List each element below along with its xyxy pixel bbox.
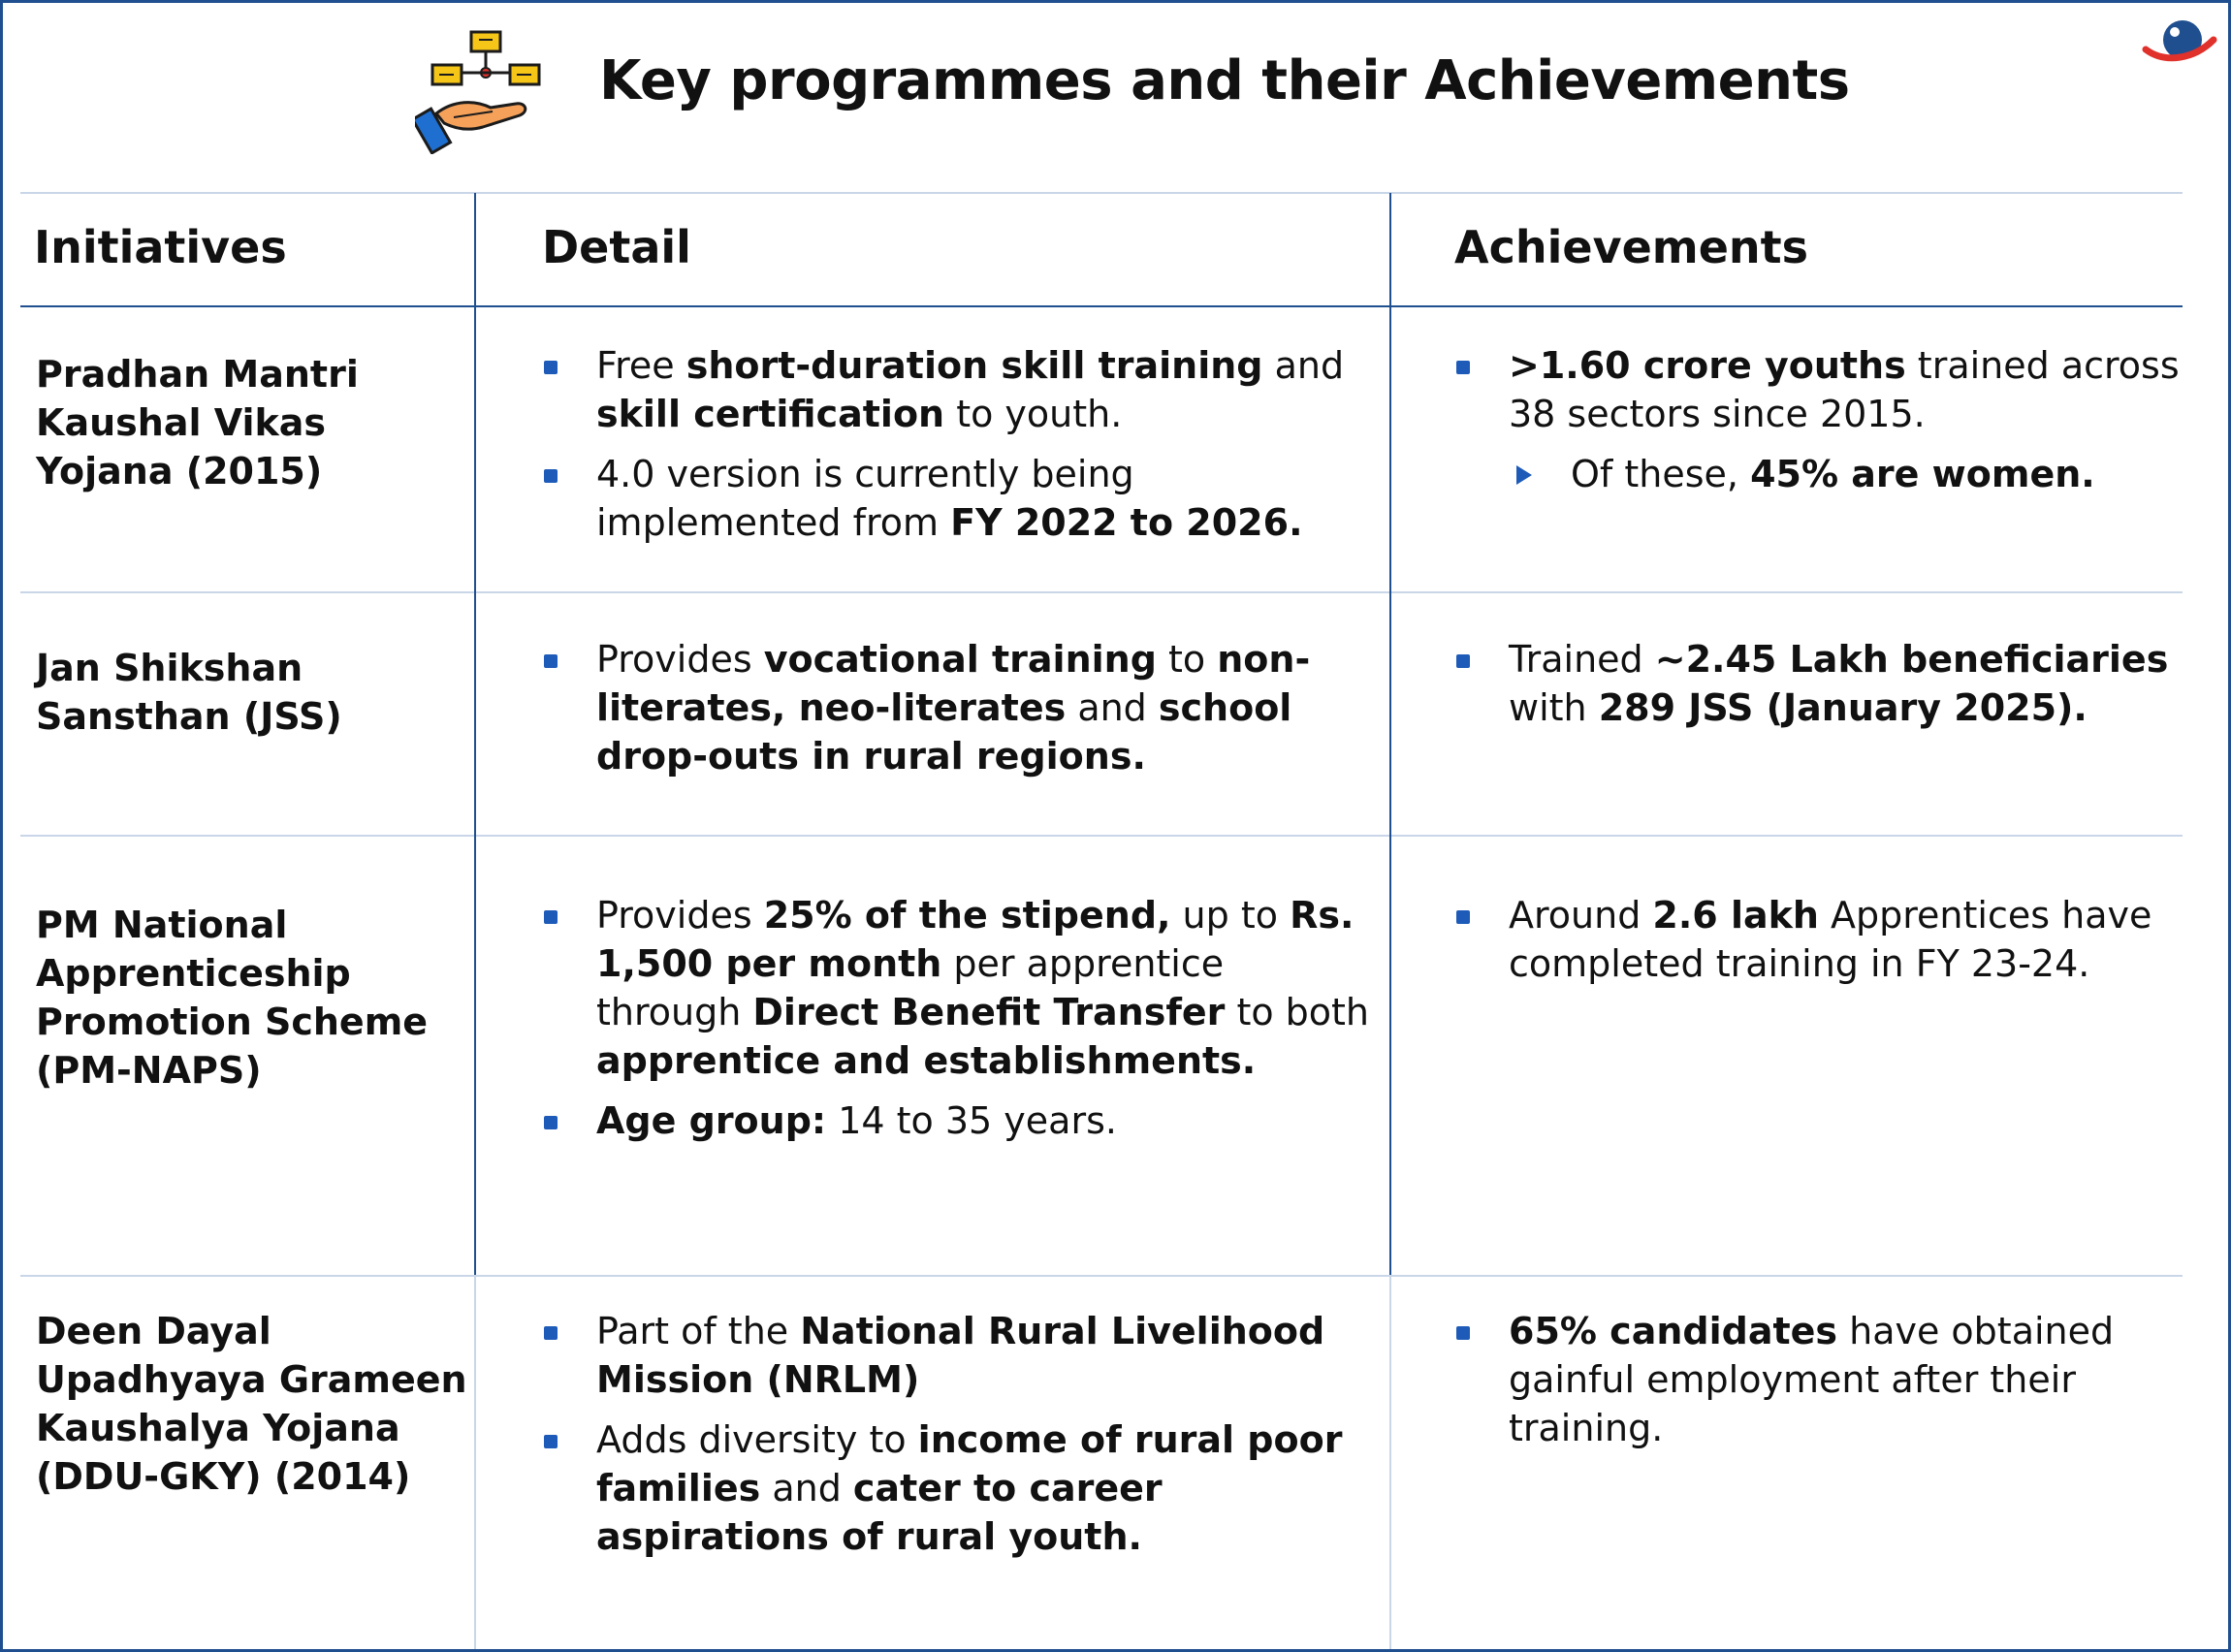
column-divider (1389, 1275, 1391, 1652)
detail-cell (542, 635, 1376, 792)
achievements-cell (1454, 341, 2191, 510)
bullet-item: Provides 25% of the stipend, up to Rs. 1,500 per month per apprentice through Direct Benefit Transfer to both apprentice and establishments. (542, 891, 1376, 1085)
globe-logo-icon (2136, 11, 2218, 79)
bullet-item: Adds diversity to income of rural poor families and cater to career aspirations of rural youth. (542, 1415, 1376, 1561)
hand-holding-flowchart-icon (415, 28, 551, 154)
column-divider (474, 1275, 476, 1652)
bullet-item: Free short-duration skill training and skill certification to youth. (542, 341, 1376, 438)
detail-cell (542, 341, 1376, 558)
achievements-cell (1454, 635, 2191, 744)
page-title: Key programmes and their Achievements (599, 49, 1850, 112)
initiative-pmkvy: Pradhan Mantri Kaushal Vikas Yojana (2015) (36, 353, 359, 492)
sub-bullet-item: Of these, 45% are women. (1454, 450, 2191, 498)
column-header-initiatives: Initiatives (34, 221, 287, 273)
column-divider (1389, 193, 1391, 1275)
detail-cell (542, 1307, 1376, 1573)
initiative-pm-naps: PM National Apprenticeship Promotion Scheme (PM-NAPS) (36, 904, 429, 1092)
bullet-item: >1.60 crore youths trained across 38 sectors since 2015. (1454, 341, 2191, 438)
bullet-list (1454, 1307, 2191, 1452)
row-divider (20, 835, 2183, 837)
bullet-item: Part of the National Rural Livelihood Mission (NRLM) (542, 1307, 1376, 1404)
initiative-ddu-gky: Deen Dayal Upadhyaya Grameen Kaushalya Yojana (DDU-GKY) (2014) (36, 1310, 467, 1498)
table-top-rule (20, 192, 2183, 194)
achievements-cell (1454, 1307, 2191, 1464)
row-divider (20, 1275, 2183, 1277)
bullet-item: Age group: 14 to 35 years. (542, 1096, 1376, 1145)
bullet-list (542, 1307, 1376, 1561)
bullet-item: Provides vocational training to non-literates, neo-literates and school drop-outs in rural regions. (542, 635, 1376, 780)
achievements-cell (1454, 891, 2191, 1000)
bullet-list (1454, 891, 2191, 988)
bullet-item: Trained ~2.45 Lakh beneficiaries with 289 JSS (January 2025). (1454, 635, 2191, 732)
bullet-list (542, 635, 1376, 780)
header-rule (20, 305, 2183, 307)
bullet-list (1454, 635, 2191, 732)
bullet-list (542, 341, 1376, 547)
bullet-list (1454, 341, 2191, 498)
bullet-item: Around 2.6 lakh Apprentices have completed training in FY 23-24. (1454, 891, 2191, 988)
column-divider (474, 193, 476, 1275)
initiative-jss: Jan Shikshan Sansthan (JSS) (36, 647, 342, 738)
bullet-item: 4.0 version is currently being implemented from FY 2022 to 2026. (542, 450, 1376, 547)
bullet-list (542, 891, 1376, 1145)
bullet-item: 65% candidates have obtained gainful employment after their training. (1454, 1307, 2191, 1452)
column-header-achievements: Achievements (1454, 221, 1809, 273)
column-header-detail: Detail (542, 221, 691, 273)
detail-cell (542, 891, 1376, 1157)
row-divider (20, 591, 2183, 593)
